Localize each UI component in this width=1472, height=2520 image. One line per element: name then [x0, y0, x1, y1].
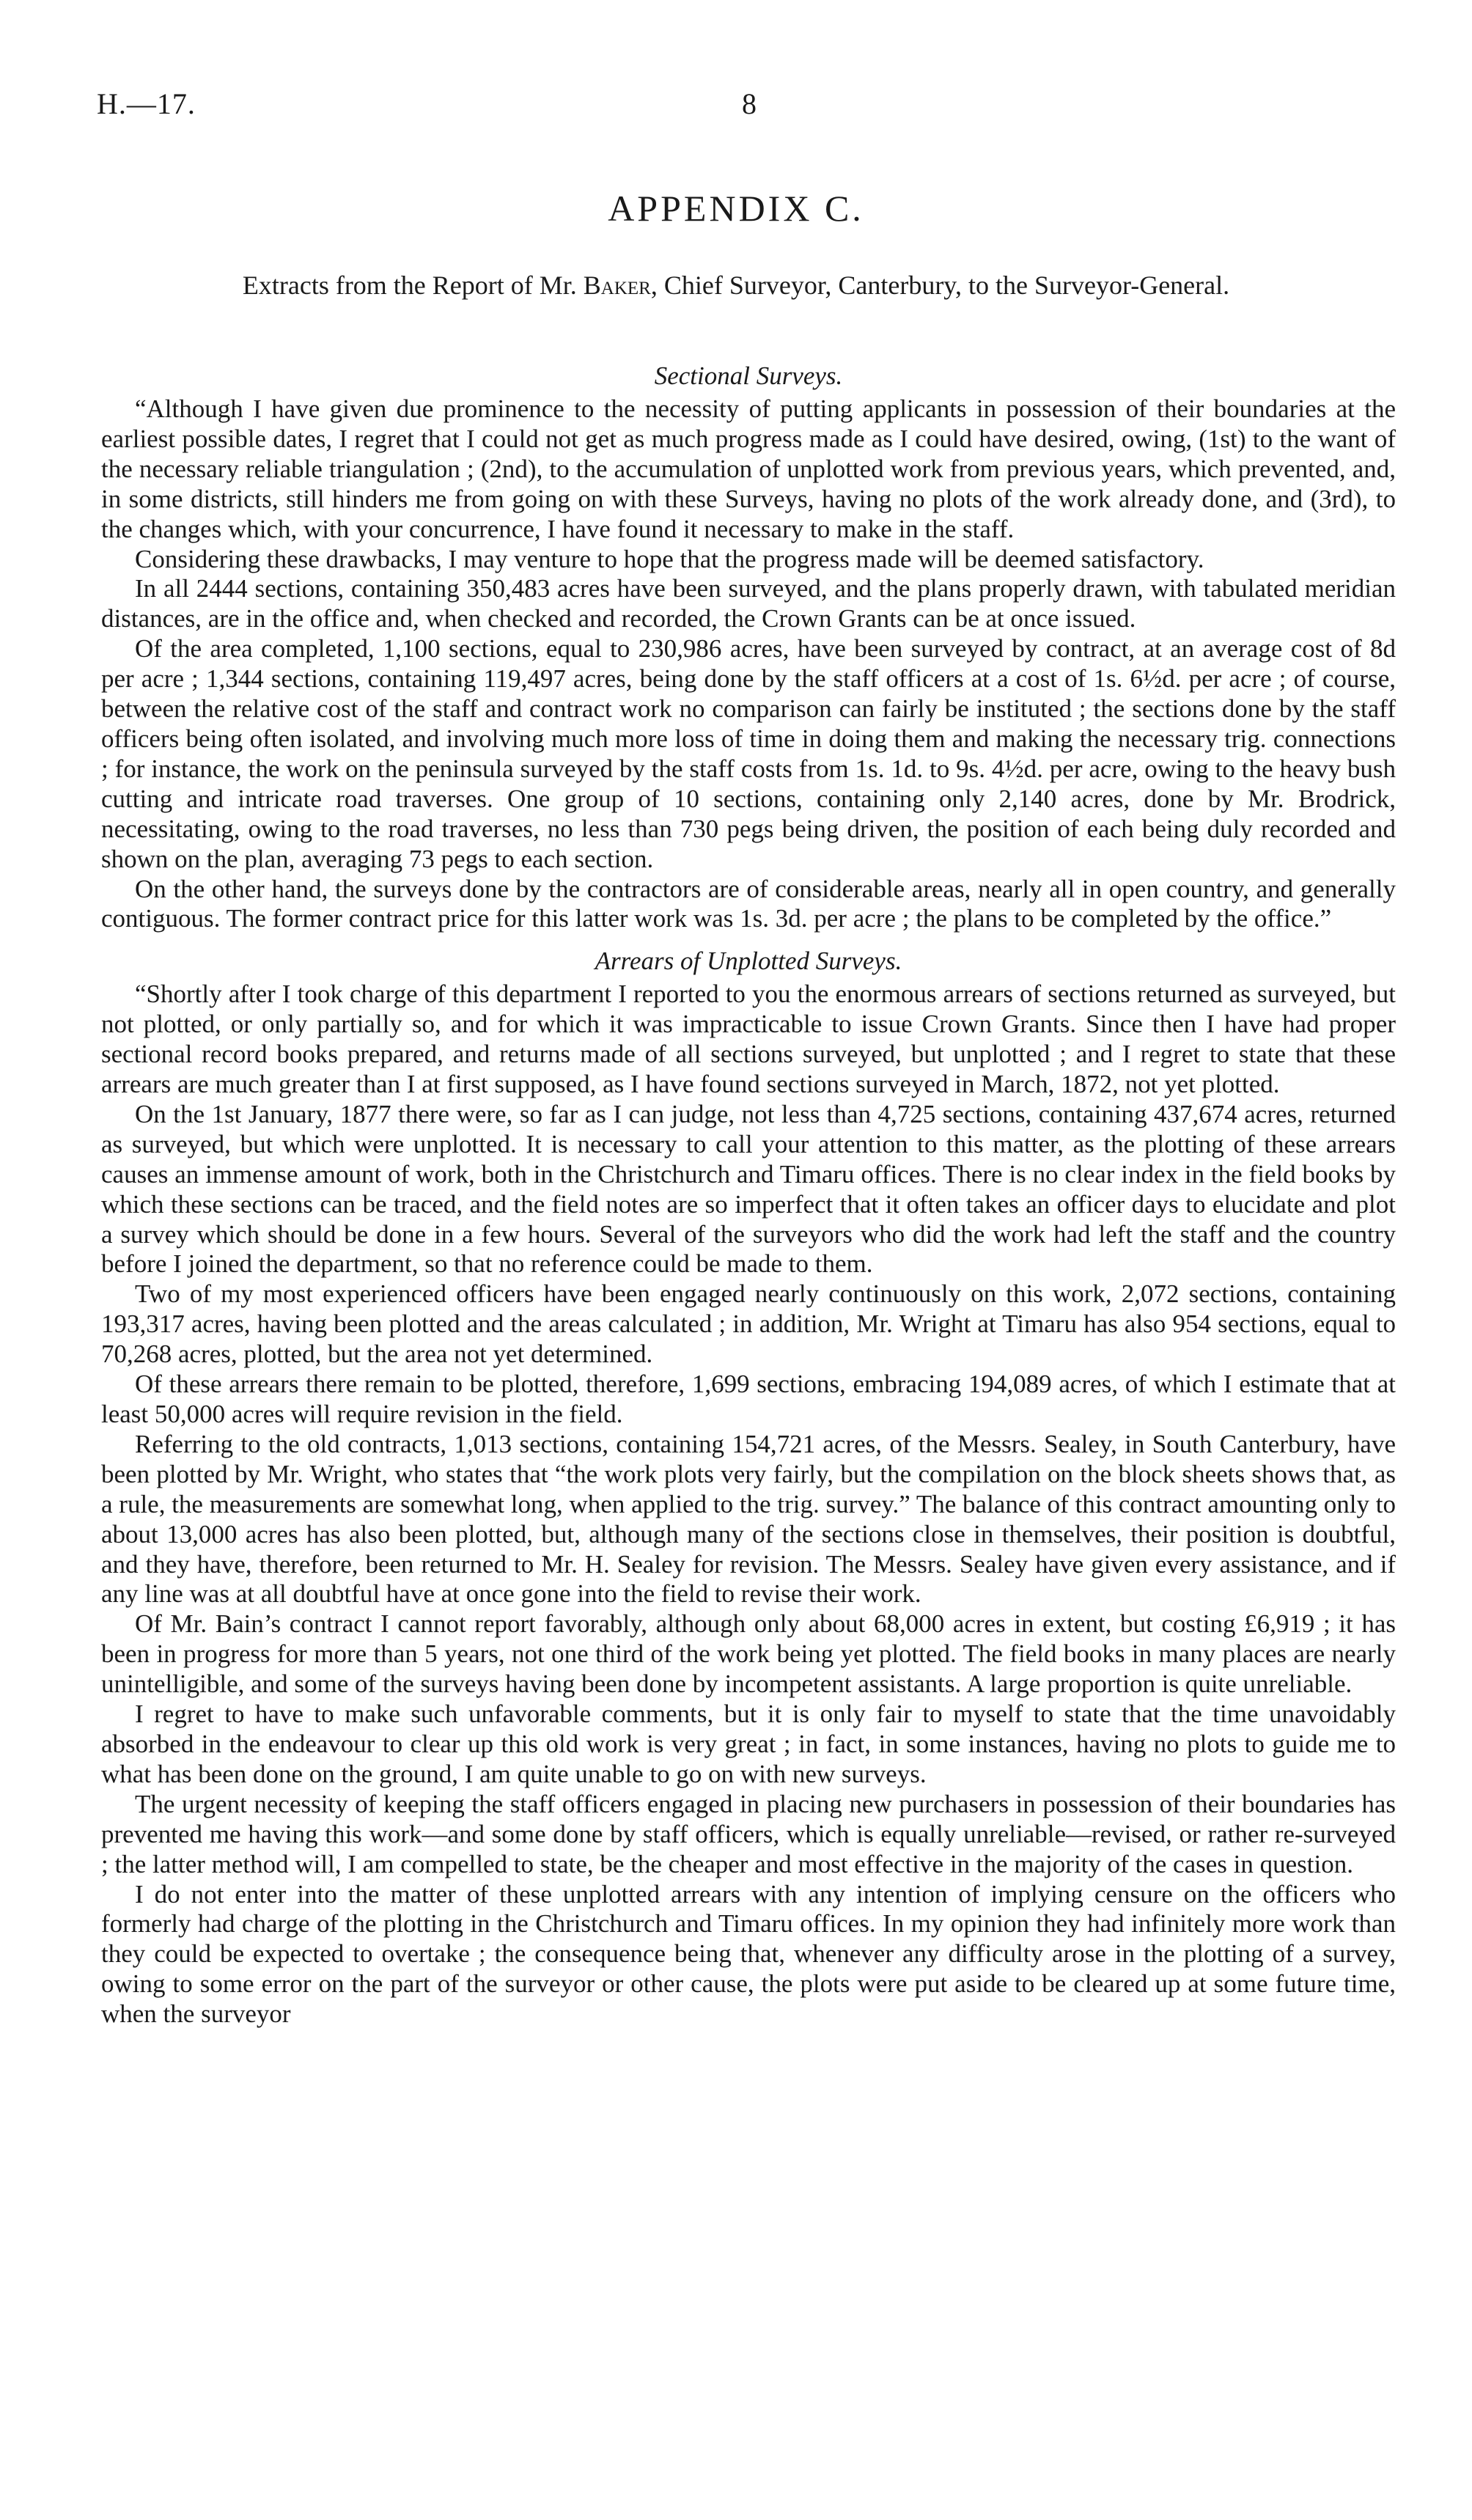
paragraph: I do not enter into the matter of these unplotted arrears with any intention of implying censure on the officers who formerly had charge of the plotting in the Christchurch and Timaru offices. In my opinion they had infinitely more work than they could be expected to overtake ; the consequence being that, whenever any difficulty arose in the plotting of a survey, owing to some error on the part of the surveyor or other cause, the plots were put aside to be cleared up at some future time, when the surveyor — [101, 1879, 1396, 2029]
section-heading-sectional-surveys: Sectional Surveys. — [654, 361, 843, 390]
section-heading-arrears-unplotted: Arrears of Unplotted Surveys. — [595, 947, 902, 976]
paragraph: Of these arrears there remain to be plotted, therefore, 1,699 sections, embracing 194,089 acres, of which I estimate that at least 50,000 acres will require revision in the field. — [101, 1370, 1396, 1428]
paragraph: Of the area completed, 1,100 sections, equal to 230,986 acres, have been surveyed by contract, at an average cost of 8d per acre ; 1,344 sections, containing 119,497 acres, being done by the staff officers at a cost of 1s. 6½d. per acre ; of course, between the relative cost of the staff and contract work no comparison can fairly be instituted ; the sections done by the staff officers being often isolated, and involving much more loss of time in doing them and making the necessary trig. connections ; for instance, the work on the peninsula surveyed by the staff costs from 1s. 1d. to 9s. 4½d. per acre, owing to the heavy bush cutting and intricate road traverses. One group of 10 sections, containing only 2,140 acres, done by Mr. Brodrick, necessitating, owing to the road traverses, no less than 730 pegs being driven, the position of each being duly recorded and shown on the plan, averaging 73 pegs to each section. — [101, 634, 1396, 873]
paragraph: “Although I have given due prominence to the necessity of putting applicants in possession of their boundaries at the earliest possible dates, I regret that I could not get as much progress made as I could have desired, owing, (1st) to the want of the necessary reliable triangulation ; (2nd), to the accumulation of unplotted work from previous years, which prevented, and, in some districts, still hinders me from going on with these Surveys, having no plots of the work already done, and (3rd), to the changes which, with your concurrence, I have found it necessary to make in the staff. — [101, 394, 1396, 543]
paragraph: Considering these drawbacks, I may venture to hope that the progress made will be deemed satisfactory. — [135, 544, 1204, 573]
paragraph: Two of my most experienced officers have been engaged nearly continuously on this work, 2,072 sections, containing 193,317 acres, having been plotted and the areas calculated ; in addition, Mr. Wright at Timaru has also 954 sections, equal to 70,268 acres, plotted, but the area not yet determined. — [101, 1279, 1396, 1369]
report-subtitle — [0, 270, 1472, 301]
paragraph: I regret to have to make such unfavorable comments, but it is only fair to myself to state that the time unavoidably absorbed in the endeavour to clear up this old work is very great ; in fact, in some instances, having no plots to guide me to what has been done on the ground, I am quite unable to go on with new surveys. — [101, 1700, 1396, 1788]
paragraph: “Shortly after I took charge of this department I reported to you the enormous arrears of sections returned as surveyed, but not plotted, or only partially so, and for which it was impracticable to issue Crown Grants. Since then I have had proper sectional record books prepared, and returns made of all sections surveyed, but unplotted ; and I regret to state that these arrears are much greater than I at first supposed, as I have found sections surveyed in March, 1872, not yet plotted. — [101, 980, 1396, 1099]
page-header — [97, 87, 1402, 131]
document-reference: H.—17. — [97, 87, 196, 120]
paragraph: The urgent necessity of keeping the staff officers engaged in placing new purchasers in possession of their boundaries has prevented me having this work—and some done by staff officers, which is equally unreliable—revised, or rather re-surveyed ; the latter method will, I am compelled to state, be the cheaper and most effective in the majority of the cases in question. — [101, 1789, 1396, 1878]
paragraph: Referring to the old contracts, 1,013 sections, containing 154,721 acres, of the Messrs. Sealey, in South Canterbury, have been plotted by Mr. Wright, who states that “the work plots very fairly, but the compilation on the block sheets shows that, as a rule, the measurements are somewhat long, when applied to the trig. survey.” The balance of this contract amounting only to about 13,000 acres has also been plotted, but, although many of the sections close in themselves, their position is doubtful, and they have, therefore, been returned to Mr. H. Sealey for revision. The Messrs. Sealey have given every assistance, and if any line was at all doubtful have at once gone into the field to revise their work. — [101, 1429, 1396, 1609]
page-number: 8 — [742, 87, 757, 120]
paragraph: On the other hand, the surveys done by the contractors are of considerable areas, nearly all in open country, and generally contiguous. The former contract price for this latter work was 1s. 3d. per acre ; the plans to be completed by the office.” — [101, 874, 1396, 933]
subtitle-author-name: Baker — [583, 271, 651, 300]
subtitle-suffix: , Chief Surveyor, Canterbury, to the Surveyor-General. — [650, 271, 1230, 300]
report-body — [101, 358, 1396, 2029]
subtitle-prefix: Extracts from the Report of Mr. — [242, 271, 577, 300]
paragraph: In all 2444 sections, containing 350,483 acres have been surveyed, and the plans properly drawn, with tabulated meridian distances, are in the office and, when checked and recorded, the Crown Grants can be at once issued. — [101, 574, 1396, 633]
paragraph: On the 1st January, 1877 there were, so far as I can judge, not less than 4,725 sections, containing 437,674 acres, returned as surveyed, but which were unplotted. It is necessary to call your attention to this matter, as the plotting of these arrears causes an immense amount of work, both in the Christchurch and Timaru offices. There is no clear index in the field books by which these sections can be traced, and the field notes are so imperfect that it often takes an officer days to elucidate and plot a survey which should be done in a few hours. Several of the surveyors who did the work had left the staff and the country before I joined the department, so that no reference could be made to them. — [101, 1099, 1396, 1279]
appendix-title: APPENDIX C. — [608, 188, 864, 229]
paragraph: Of Mr. Bain’s contract I cannot report favorably, although only about 68,000 acres in extent, but costing £6,919 ; it has been in progress for more than 5 years, not one third of the work being yet plotted. The field books in many places are nearly unintelligible, and some of the surveys having been done by incompetent assistants. A large proportion is quite unreliable. — [101, 1609, 1396, 1699]
